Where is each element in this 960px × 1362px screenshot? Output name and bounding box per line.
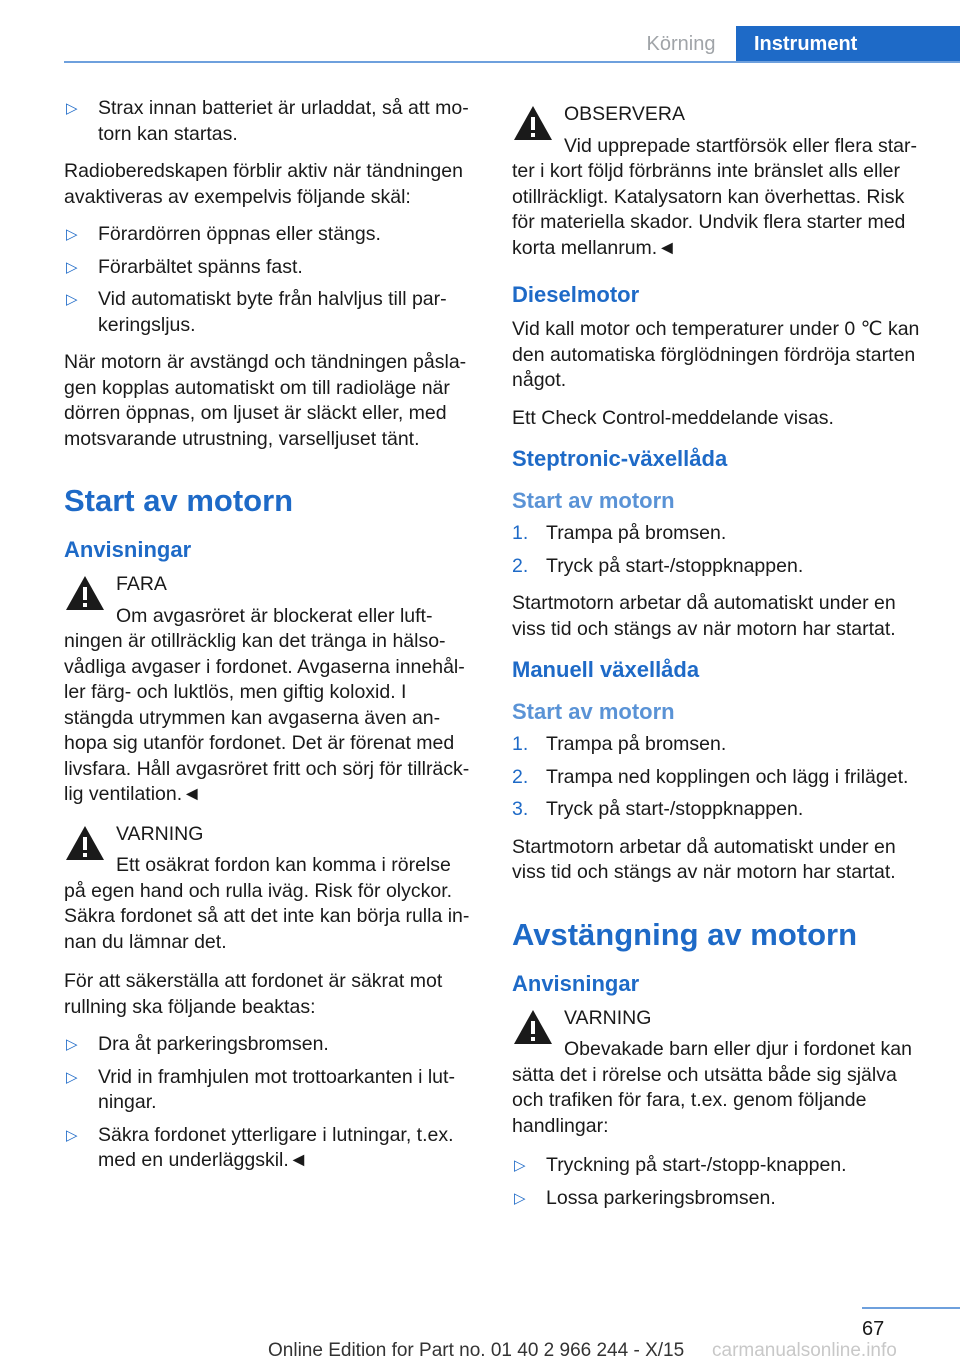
notice-text: Om avgasröret är blockerat eller luft- ningen är otillräcklig kan det tränga in hälso-vådliga avgaser i fordonet. Avgaserna innehål-ler färg- och luktlös, men giftig koloxid. I stängda utrymmen kan avgaserna även an-hopa sig utanför fordonet. Det är förenat med livsfara. Håll avgasröret fritt och sörj för tillräck-lig ventilation.◄: [64, 604, 470, 805]
warning-triangle-icon: [64, 824, 106, 862]
triangle-bullet-icon: ▷: [66, 1036, 78, 1053]
triangle-bullet-icon: ▷: [66, 100, 78, 117]
list-item: ▷ Säkra fordonet ytterligare i lutningar, t.ex. med en underläggskil.◄: [66, 1123, 454, 1171]
numbered-list: [512, 732, 930, 823]
right-column: [512, 96, 930, 1223]
triangle-bullet-icon: ▷: [66, 1068, 78, 1086]
warning-triangle-icon: [64, 574, 106, 612]
triangle-bullet-icon: ▷: [514, 1189, 526, 1207]
caution-notice: [512, 102, 930, 261]
warning-triangle-icon: [512, 104, 554, 142]
page-number: 67: [862, 1318, 885, 1340]
bullet-list: [64, 1032, 478, 1174]
triangle-bullet-icon: ▷: [66, 1126, 78, 1144]
paragraph: När motorn är avstängd och tändningen påsla-gen kopplas automatiskt om till radioläge när dörren öppnas, om ljuset är släckt eller, med motsvarande utrustning, varselljuset tänt.: [64, 351, 467, 450]
list-item: ▷ Vid automatiskt byte från halvljus till par-keringsljus.: [66, 288, 447, 336]
list-item: ▷ Förarbältet spänns fast.: [64, 255, 478, 281]
subsection-heading: Steptronic-växellåda: [512, 446, 728, 471]
notice-label: VARNING: [116, 822, 204, 845]
sub-subsection-heading: Start av motorn: [512, 488, 675, 513]
list-item: 1. Trampa på bromsen.: [512, 522, 727, 544]
notice-text: Ett osäkrat fordon kan komma i rörelse på egen hand och rulla iväg. Risk för olyckor. Säkra fordonet så att det inte kan börja rulla in-nan du lämnar det.: [64, 854, 470, 953]
list-item: 2. Tryck på start-/stoppknappen.: [512, 554, 804, 577]
paragraph: För att säkerställa att fordonet är säkrat mot rullning ska följande beaktas:: [64, 970, 443, 1018]
chapter-tab: Instrument: [736, 26, 960, 62]
edition-line: Online Edition for Part no. 01 40 2 966 244 - X/15: [268, 1340, 685, 1361]
warning-triangle-icon: [512, 1008, 554, 1046]
paragraph: Ett Check Control-meddelande visas.: [512, 406, 834, 429]
numbered-list: [512, 521, 930, 579]
list-item: 1. Trampa på bromsen.: [512, 733, 727, 755]
list-item: ▷ Förardörren öppnas eller stängs.: [64, 222, 478, 248]
page-footer: [0, 1300, 960, 1362]
section-heading: Avstängning av motorn: [512, 916, 858, 952]
paragraph: Startmotorn arbetar då automatiskt under en viss tid och stängs av när motorn har startat.: [512, 835, 896, 883]
paragraph: Vid kall motor och temperaturer under 0 ℃ kan den automatiska förglödningen fördröja starten något.: [512, 318, 920, 391]
subsection-heading: Dieselmotor: [512, 282, 640, 307]
triangle-bullet-icon: ▷: [66, 291, 78, 308]
sub-subsection-heading: Start av motorn: [512, 699, 675, 724]
header-rule: [64, 61, 960, 63]
paragraph: Radioberedskapen förblir aktiv när tändningen avaktiveras av exempelvis följande skäl:: [64, 160, 463, 208]
triangle-bullet-icon: ▷: [514, 1157, 526, 1174]
list-item: 2. Trampa ned kopplingen och lägg i friläget.: [512, 765, 909, 788]
list-item: ▷ Tryckning på start-/stopp-knappen.: [512, 1153, 930, 1179]
footer-rule: [862, 1307, 960, 1309]
notice-label: VARNING: [564, 1006, 652, 1029]
warning-notice: [512, 1006, 930, 1140]
page-header: [0, 0, 960, 62]
list-item: ▷ Dra åt parkeringsbromsen.: [64, 1032, 478, 1058]
left-column: [64, 96, 478, 1186]
notice-label: OBSERVERA: [564, 103, 686, 125]
notice-text: Obevakade barn eller djur i fordonet kan sätta det i rörelse och utsätta både sig själva och trafiken för fara, t.ex. genom följande handlingar:: [512, 1038, 912, 1137]
bullet-list: [512, 1153, 930, 1211]
list-item: ▷ Vrid in framhjulen mot trottoarkanten i lut-ningar.: [66, 1065, 455, 1113]
notice-text: Vid upprepade startförsök eller flera star- ter i kort följd förbränns inte bränslet alls eller otillräckligt. Katalysatorn kan överhettas. Risk för materiella skador. Undvik flera starter med korta mellanrum.◄: [512, 134, 917, 259]
paragraph: Startmotorn arbetar då automatiskt under en viss tid och stängs av när motorn har startat.: [512, 592, 896, 640]
section-heading: Start av motorn: [64, 483, 294, 518]
list-item: 3. Tryck på start-/stoppknappen.: [512, 798, 804, 820]
section-tab: Körning: [646, 33, 716, 55]
danger-notice: [64, 572, 478, 808]
bullet-list: [64, 222, 478, 338]
subsection-heading: Manuell växellåda: [512, 657, 700, 682]
subsection-heading: Anvisningar: [64, 537, 192, 562]
notice-label: FARA: [116, 573, 167, 595]
subsection-heading: Anvisningar: [512, 970, 640, 996]
list-item: ▷ Lossa parkeringsbromsen.: [512, 1186, 930, 1212]
warning-notice: [64, 822, 478, 956]
list-item: ▷ Strax innan batteriet är urladdat, så att mo-torn kan startas.: [66, 97, 469, 145]
watermark: carmanualsonline.info: [712, 1340, 897, 1361]
triangle-bullet-icon: ▷: [66, 226, 78, 243]
triangle-bullet-icon: ▷: [66, 258, 78, 276]
bullet-list: [64, 96, 478, 147]
